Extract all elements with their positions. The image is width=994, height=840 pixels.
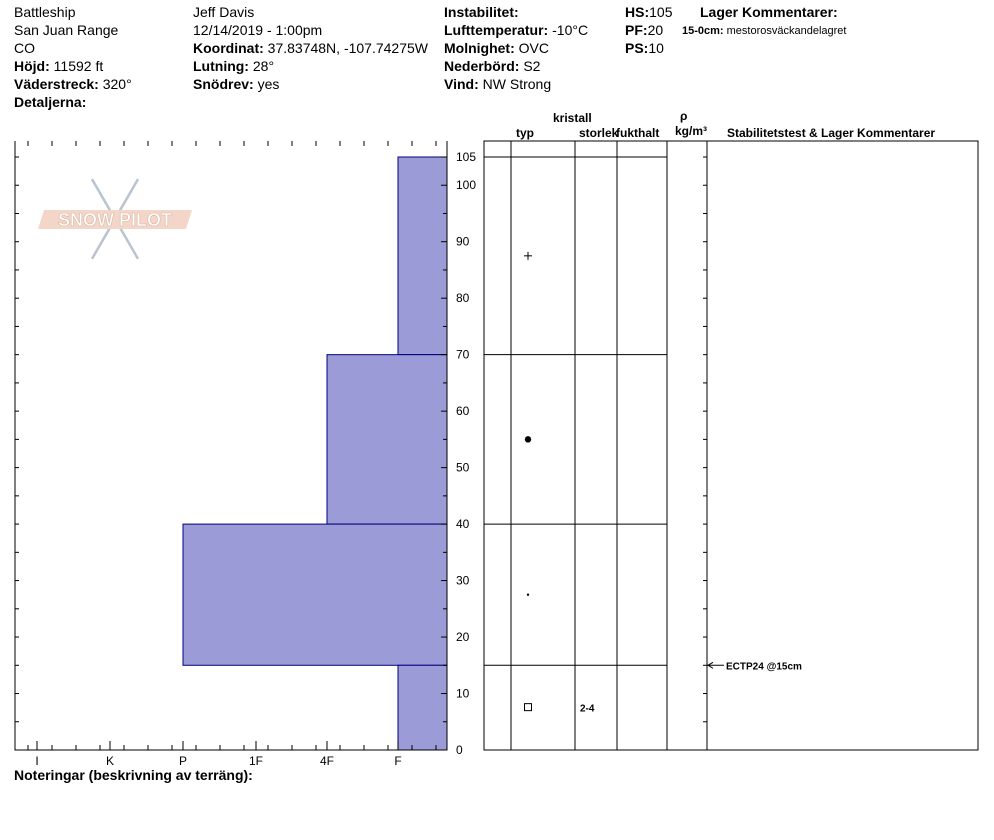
hardness-tick-label: I bbox=[35, 754, 39, 768]
rho-header: ρ bbox=[680, 109, 688, 123]
grain-fine-icon bbox=[527, 593, 529, 595]
depth-tick-label: 40 bbox=[456, 517, 470, 532]
hardness-tick-label: K bbox=[105, 754, 115, 768]
hs-value: 105 bbox=[649, 4, 673, 20]
table-border bbox=[484, 141, 978, 750]
airtemp-value: -10°C bbox=[552, 22, 589, 38]
pf-label: PF: bbox=[625, 22, 648, 38]
notes-label: Noteringar (beskrivning av terräng): bbox=[14, 767, 253, 783]
stability-header: Stabilitetstest & Lager Kommentarer bbox=[727, 126, 936, 140]
range-name: San Juan Range bbox=[14, 22, 119, 38]
precip-label: Nederbörd: bbox=[444, 58, 520, 74]
snowpilot-logo bbox=[38, 179, 192, 259]
drift-value: yes bbox=[257, 76, 280, 92]
moisture-header: fukthalt bbox=[616, 126, 660, 140]
elevation-label: Höjd: bbox=[14, 58, 50, 74]
depth-tick-label: 20 bbox=[456, 630, 470, 645]
hardness-tick-label: 1F bbox=[248, 754, 264, 768]
drift-label: Snödrev: bbox=[193, 76, 254, 92]
depth-tick-label: 10 bbox=[456, 686, 470, 701]
depth-tick-label: 0 bbox=[456, 743, 463, 757]
hardness-tick-label: 4F bbox=[319, 754, 335, 768]
pf-value: 20 bbox=[647, 22, 664, 38]
ps-value: 10 bbox=[648, 40, 664, 56]
crystal-header: kristall bbox=[553, 111, 592, 125]
hardness-tick-label: P bbox=[178, 754, 188, 768]
depth-tick-label: 70 bbox=[456, 347, 470, 362]
logo-text: SNOW PILOT bbox=[58, 210, 172, 230]
density-unit-header: kg/m³ bbox=[675, 124, 708, 138]
hs-label: HS: bbox=[625, 4, 650, 20]
layer-comments-label: Lager Kommentarer: bbox=[700, 4, 838, 20]
airtemp-label: Lufttemperatur: bbox=[444, 22, 549, 38]
location-name: Battleship bbox=[14, 4, 76, 20]
type-header: typ bbox=[516, 126, 534, 140]
hardness-bar bbox=[327, 355, 447, 524]
slope-value: 28° bbox=[252, 58, 275, 74]
grain-faceted-icon bbox=[525, 704, 532, 711]
coord-value: 37.83748N, -107.74275W bbox=[267, 40, 428, 56]
ps-label: PS: bbox=[625, 40, 649, 56]
sky-value: OVC bbox=[518, 40, 549, 56]
layer-comment-depth: 15-0cm: bbox=[682, 25, 724, 37]
stability-test-label: ECTP24 @15cm bbox=[726, 661, 802, 673]
instability-label: Instabilitet: bbox=[444, 4, 519, 20]
hardness-tick-label: F bbox=[394, 754, 402, 768]
observation-datetime: 12/14/2019 - 1:00pm bbox=[193, 22, 323, 38]
hardness-bar bbox=[183, 524, 447, 665]
grain-round-icon bbox=[525, 436, 531, 442]
wind-label: Vind: bbox=[444, 76, 479, 92]
details-label: Detaljerna: bbox=[14, 94, 87, 110]
aspect-value: 320° bbox=[102, 76, 132, 92]
observer-name: Jeff Davis bbox=[193, 4, 255, 20]
hardness-bar bbox=[398, 665, 447, 750]
depth-tick-label: 30 bbox=[456, 573, 470, 588]
hardness-bars bbox=[183, 157, 447, 750]
depth-tick-label: 105 bbox=[456, 150, 477, 164]
depth-tick-label: 80 bbox=[456, 291, 470, 306]
sky-label: Molnighet: bbox=[444, 40, 515, 56]
size-header: storlek bbox=[579, 126, 619, 140]
depth-tick-label: 90 bbox=[456, 234, 470, 249]
layer-comment-text: mestorosväckandelagret bbox=[726, 25, 847, 37]
depth-tick-label: 60 bbox=[456, 404, 470, 419]
hardness-axis bbox=[28, 741, 436, 768]
depth-tick-label: 50 bbox=[456, 460, 470, 475]
state-name: CO bbox=[14, 40, 35, 56]
wind-value: NW Strong bbox=[482, 76, 552, 92]
grain-size-label: 2-4 bbox=[580, 703, 595, 715]
aspect-label: Väderstreck: bbox=[14, 76, 99, 92]
elevation-value: 11592 ft bbox=[53, 58, 104, 74]
precip-value: S2 bbox=[523, 58, 541, 74]
layer-table bbox=[484, 141, 978, 750]
hardness-bar bbox=[398, 157, 447, 355]
depth-tick-label: 100 bbox=[456, 178, 477, 193]
slope-label: Lutning: bbox=[193, 58, 249, 74]
coord-label: Koordinat: bbox=[193, 40, 264, 56]
